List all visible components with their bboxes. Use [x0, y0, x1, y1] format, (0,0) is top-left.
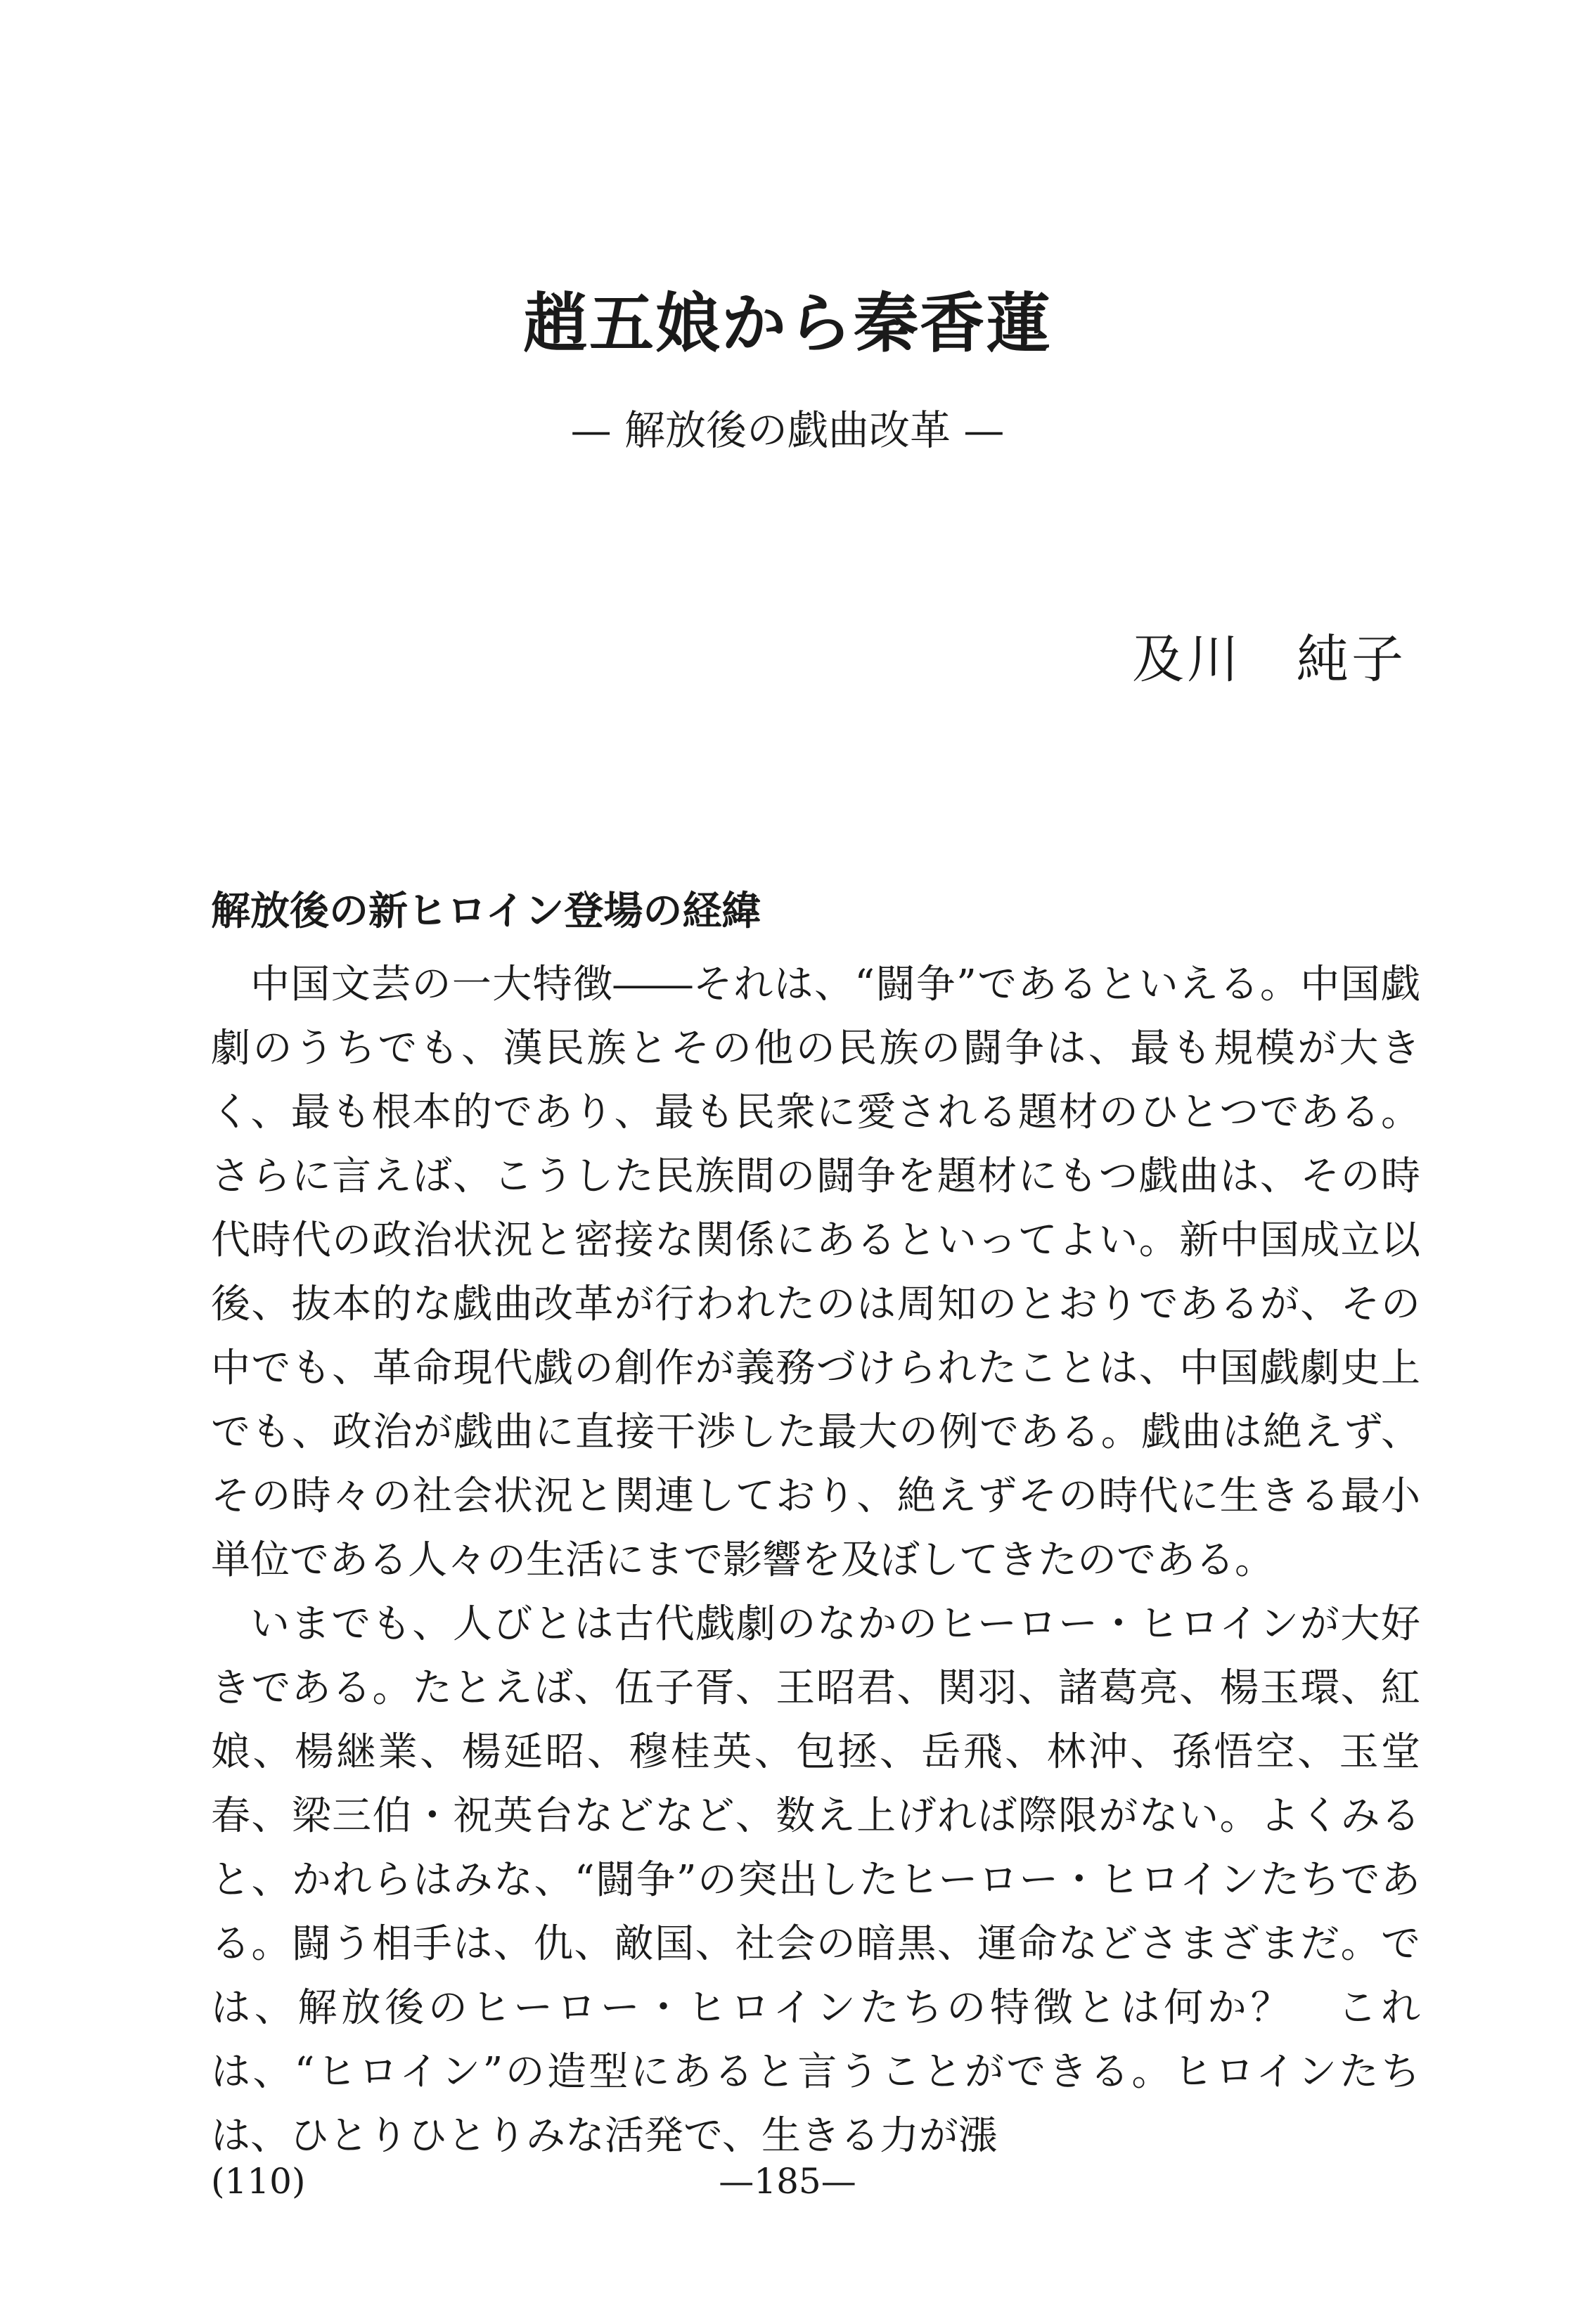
- page-subtitle: — 解放後の戯曲改革 —: [570, 406, 1005, 454]
- page-title: 趙五娘から秦香蓮: [522, 285, 1052, 361]
- body-text: [211, 953, 1420, 2168]
- author-name: 及川 純子: [1132, 629, 1406, 690]
- footer-page-number-left: (110): [211, 2161, 306, 2202]
- paragraph: 中国文芸の一大特徴――それは、“闘争”であるといえる。中国戯劇のうちでも、漢民族とその他の民族の闘争は、最も規模が大きく、最も根本的であり、最も民衆に愛される題材のひとつである。さらに言えば、こうした民族間の闘争を題材にもつ戯曲は、その時代時代の政治状況と密接な関係にあるといってよい。新中国成立以後、抜本的な戯曲改革が行われたのは周知のとおりであるが、その中でも、革命現代戯の創作が義務づけられたことは、中国戯劇史上でも、政治が戯曲に直接干渉した最大の例である。戯曲は絶えず、その時々の社会状況と関連しており、絶えずその時代に生きる最小単位である人々の生活にまで影響を及ぼしてきたのである。: [211, 962, 1421, 1583]
- paragraph: いまでも、人びとは古代戯劇のなかのヒーロー・ヒロインが大好きである。たとえば、伍子胥、王昭君、関羽、諸葛亮、楊玉環、紅娘、楊継業、楊延昭、穆桂英、包拯、岳飛、林沖、孫悟空、玉堂春、梁三伯・祝英台などなど、数え上げれば際限がない。よくみると、かれらはみな、“闘争”の突出したヒーロー・ヒロインたちである。闘う相手は、仇、敵国、社会の暗黒、運命などさまざまだ。では、解放後のヒーロー・ヒロインたちの特徴とは何か？ これは、“ヒロイン”の造型にあると言うことができる。ヒロインたちは、ひとりひとりみな活発で、生きる力が漲: [211, 1601, 1420, 2159]
- footer-page-number-center: —185—: [719, 2161, 856, 2202]
- section-heading: 解放後の新ヒロイン登場の経緯: [211, 888, 761, 934]
